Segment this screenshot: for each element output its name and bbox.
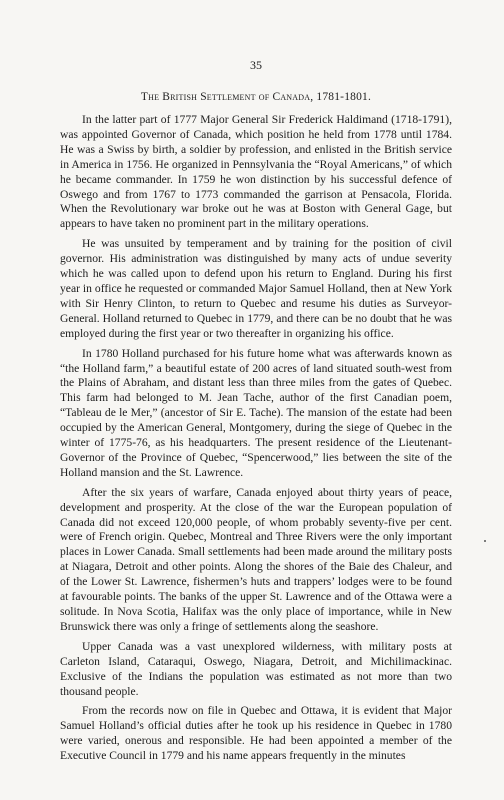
- section-title: The British Settlement of Canada, 1781-1801.: [140, 91, 372, 103]
- page-number: 35: [250, 58, 262, 72]
- paragraph-2: He was unsuited by temperament and by training for the position of civil governor. His administration was distinguished by many acts of undue severity which he was called upon to defend upon his return to England. During his first year in office he requested or commanded Major Samuel Holland, then at New York with Sir Henry Clinton, to return to Quebec and resume his duties as Surveyor-General. Holland returned to Quebec in 1779, and there can be no doubt that he was employed during the first year or two thereafter in organizing his office.: [60, 237, 452, 340]
- paragraph-3: In 1780 Holland purchased for his future home what was afterwards known as “the Holland farm,” a beautiful estate of 200 acres of land situated south-west from the Plains of Abraham, and distant less than three miles from the gates of Quebec. This farm had belonged to M. Jean Tache, author of the first Canadian poem, “Tableau de le Mer,” (ancestor of Sir E. Tache). The mansion of the estate had been occupied by the American General, Montgomery, during the siege of Quebec in the winter of 1775-76, as his headquarters. The present residence of the Lieutenant-Governor of the Province of Quebec, “Spencerwood,” lies between the site of the Holland mansion and the St. Lawrence.: [60, 346, 452, 479]
- paragraph-5: Upper Canada was a vast unexplored wilderness, with military posts at Carleton Island, Cataraqui, Oswego, Niagara, Detroit, and Michilimackinac. Exclusive of the Indians the population was estimated as not more than two thousand people.: [60, 639, 452, 698]
- margin-speck: [484, 540, 486, 542]
- paragraph-4: After the six years of warfare, Canada enjoyed about thirty years of peace, development and prosperity. At the close of the war the European population of Canada did not exceed 120,000 people, of whom probably seventy-five per cent. were of French origin. Quebec, Montreal and Three Rivers were the only important places in Lower Canada. Small settlements had been made around the military posts at Niagara, Detroit and other points. Along the shores of the Baie des Chaleur, and of the Lower St. Lawrence, fishermen’s huts and trappers’ lodges were to be found at favourable points. The banks of the upper St. Lawrence and of the Ottawa were a solitude. In Nova Scotia, Halifax was the only place of importance, while in New Brunswick there was only a fringe of settlements along the seashore.: [60, 485, 452, 633]
- paragraph-1: In the latter part of 1777 Major General Sir Frederick Haldimand (1718-1791), was appointed Governor of Canada, which position he held from 1778 until 1784. He was a Swiss by birth, a soldier by profession, and enlisted in the British service in America in 1756. He organized in Pennsylvania the “Royal Americans,” of which he became commander. In 1759 he won distinction by his successful defence of Oswego and from 1767 to 1773 commanded the garrison at Pensacola, Florida. When the Revolutionary war broke out he was at Boston with General Gage, but appears to have taken no prominent part in the military operations.: [60, 113, 452, 231]
- paragraph-6: From the records now on file in Quebec and Ottawa, it is evident that Major Samuel Holland’s official duties after he took up his residence in Quebec in 1780 were varied, onerous and responsible. He had been appointed a member of the Executive Council in 1779 and his name appears frequently in the minutes: [60, 704, 452, 763]
